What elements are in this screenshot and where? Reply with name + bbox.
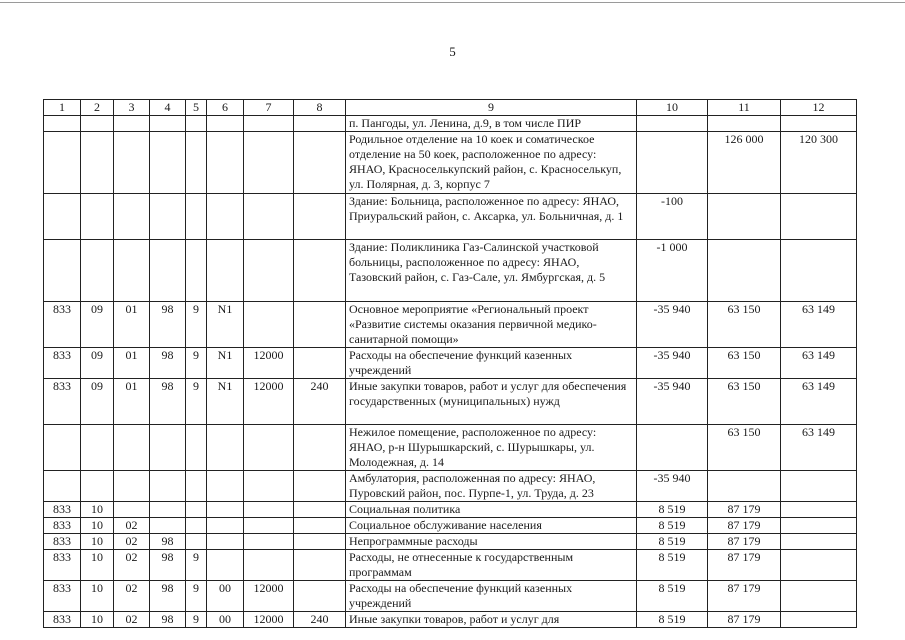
section-code-cell: 10 xyxy=(81,502,114,518)
expense-direction-code-cell xyxy=(244,425,294,471)
amount-col-12-cell: 63 149 xyxy=(781,348,857,379)
subsection-code-cell: 02 xyxy=(114,518,150,534)
expense-direction-code-cell: 12000 xyxy=(244,348,294,379)
expense-direction-code-cell xyxy=(244,302,294,348)
amount-col-10-cell: 8 519 xyxy=(637,502,708,518)
item-description-cell: Расходы на обеспечение функций казенных учреждений xyxy=(346,581,637,612)
expense-type-code-cell: 240 xyxy=(294,612,346,628)
column-header: 4 xyxy=(150,100,186,116)
subsection-code-cell: 02 xyxy=(114,581,150,612)
subprogram-code-cell xyxy=(186,502,207,518)
program-code-cell xyxy=(150,132,186,194)
measure-code-cell xyxy=(207,240,244,302)
subprogram-code-cell: 9 xyxy=(186,302,207,348)
expense-direction-code-cell: 12000 xyxy=(244,581,294,612)
subprogram-code-cell xyxy=(186,132,207,194)
section-code-cell xyxy=(81,194,114,240)
amount-col-11-cell xyxy=(708,194,781,240)
expense-direction-code-cell: 12000 xyxy=(244,612,294,628)
admin-code-cell xyxy=(44,132,81,194)
admin-code-cell: 833 xyxy=(44,550,81,581)
measure-code-cell xyxy=(207,502,244,518)
subprogram-code-cell xyxy=(186,471,207,502)
subprogram-code-cell xyxy=(186,116,207,132)
subsection-code-cell xyxy=(114,116,150,132)
measure-code-cell: 00 xyxy=(207,581,244,612)
expense-type-code-cell xyxy=(294,116,346,132)
column-header: 7 xyxy=(244,100,294,116)
item-description-cell: Здание: Поликлиника Газ-Салинской участковой больницы, расположенное по адресу: ЯНАО, Тазовский район, с. Газ-Сале, ул. Ямбургская, д. 5 xyxy=(346,240,637,302)
expense-type-code-cell xyxy=(294,534,346,550)
column-header: 9 xyxy=(346,100,637,116)
subprogram-code-cell: 9 xyxy=(186,550,207,581)
column-header: 10 xyxy=(637,100,708,116)
column-header: 6 xyxy=(207,100,244,116)
measure-code-cell xyxy=(207,116,244,132)
expense-type-code-cell xyxy=(294,518,346,534)
subsection-code-cell xyxy=(114,240,150,302)
item-description-cell: Родильное отделение на 10 коек и соматическое отделение на 50 коек, расположенное по адресу: ЯНАО, Красноселькупский район, с. Красноселькуп, ул. Полярная, д. 3, корпус 7 xyxy=(346,132,637,194)
amount-col-11-cell: 87 179 xyxy=(708,502,781,518)
subsection-code-cell: 01 xyxy=(114,379,150,425)
amount-col-10-cell: 8 519 xyxy=(637,534,708,550)
subsection-code-cell: 02 xyxy=(114,534,150,550)
item-description-cell: Иные закупки товаров, работ и услуг для xyxy=(346,612,637,628)
expense-direction-code-cell xyxy=(244,550,294,581)
expense-type-code-cell xyxy=(294,132,346,194)
amount-col-12-cell xyxy=(781,116,857,132)
subprogram-code-cell xyxy=(186,425,207,471)
amount-col-12-cell: 63 149 xyxy=(781,379,857,425)
expense-direction-code-cell xyxy=(244,502,294,518)
amount-col-11-cell: 87 179 xyxy=(708,581,781,612)
subsection-code-cell xyxy=(114,132,150,194)
amount-col-10-cell: -35 940 xyxy=(637,302,708,348)
amount-col-12-cell xyxy=(781,612,857,628)
admin-code-cell xyxy=(44,194,81,240)
table-row xyxy=(44,518,857,534)
column-header: 2 xyxy=(81,100,114,116)
measure-code-cell: 00 xyxy=(207,612,244,628)
amount-col-10-cell: 8 519 xyxy=(637,550,708,581)
item-description-cell: п. Пангоды, ул. Ленина, д.9, в том числе ПИР xyxy=(346,116,637,132)
table-row xyxy=(44,425,857,471)
expense-direction-code-cell xyxy=(244,518,294,534)
section-code-cell: 10 xyxy=(81,550,114,581)
amount-col-12-cell xyxy=(781,518,857,534)
measure-code-cell xyxy=(207,534,244,550)
amount-col-11-cell: 63 150 xyxy=(708,379,781,425)
amount-col-11-cell: 63 150 xyxy=(708,425,781,471)
amount-col-12-cell xyxy=(781,240,857,302)
subsection-code-cell: 02 xyxy=(114,612,150,628)
expense-direction-code-cell xyxy=(244,471,294,502)
program-code-cell: 98 xyxy=(150,581,186,612)
amount-col-12-cell xyxy=(781,550,857,581)
amount-col-12-cell: 63 149 xyxy=(781,302,857,348)
scan-edge-line xyxy=(0,2,905,3)
table-row xyxy=(44,348,857,379)
section-code-cell: 09 xyxy=(81,379,114,425)
amount-col-12-cell: 63 149 xyxy=(781,425,857,471)
measure-code-cell xyxy=(207,194,244,240)
table-row xyxy=(44,116,857,132)
amount-col-10-cell: -35 940 xyxy=(637,471,708,502)
program-code-cell xyxy=(150,471,186,502)
table-row xyxy=(44,612,857,628)
measure-code-cell xyxy=(207,550,244,581)
admin-code-cell: 833 xyxy=(44,502,81,518)
amount-col-10-cell: -100 xyxy=(637,194,708,240)
program-code-cell: 98 xyxy=(150,550,186,581)
item-description-cell: Расходы, не отнесенные к государственным программам xyxy=(346,550,637,581)
program-code-cell: 98 xyxy=(150,302,186,348)
admin-code-cell: 833 xyxy=(44,612,81,628)
item-description-cell: Иные закупки товаров, работ и услуг для обеспечения государственных (муниципальных) нужд xyxy=(346,379,637,425)
program-code-cell: 98 xyxy=(150,534,186,550)
program-code-cell xyxy=(150,194,186,240)
column-header: 12 xyxy=(781,100,857,116)
page-number: 5 xyxy=(449,44,456,59)
section-code-cell xyxy=(81,425,114,471)
expense-type-code-cell xyxy=(294,425,346,471)
amount-col-12-cell xyxy=(781,502,857,518)
amount-col-10-cell: -35 940 xyxy=(637,348,708,379)
admin-code-cell: 833 xyxy=(44,348,81,379)
expense-type-code-cell xyxy=(294,581,346,612)
subprogram-code-cell xyxy=(186,518,207,534)
subprogram-code-cell: 9 xyxy=(186,612,207,628)
amount-col-10-cell: -35 940 xyxy=(637,379,708,425)
amount-col-11-cell: 87 179 xyxy=(708,612,781,628)
table-row xyxy=(44,502,857,518)
amount-col-11-cell: 126 000 xyxy=(708,132,781,194)
section-code-cell xyxy=(81,132,114,194)
section-code-cell: 10 xyxy=(81,581,114,612)
amount-col-12-cell xyxy=(781,581,857,612)
amount-col-11-cell: 63 150 xyxy=(708,302,781,348)
measure-code-cell: N1 xyxy=(207,302,244,348)
program-code-cell xyxy=(150,116,186,132)
subsection-code-cell: 02 xyxy=(114,550,150,581)
admin-code-cell xyxy=(44,471,81,502)
amount-col-12-cell: 120 300 xyxy=(781,132,857,194)
column-header: 11 xyxy=(708,100,781,116)
admin-code-cell xyxy=(44,116,81,132)
program-code-cell xyxy=(150,518,186,534)
subprogram-code-cell: 9 xyxy=(186,348,207,379)
measure-code-cell xyxy=(207,425,244,471)
expense-direction-code-cell xyxy=(244,132,294,194)
amount-col-10-cell: -1 000 xyxy=(637,240,708,302)
column-header: 8 xyxy=(294,100,346,116)
expense-type-code-cell xyxy=(294,194,346,240)
measure-code-cell xyxy=(207,132,244,194)
amount-col-11-cell xyxy=(708,116,781,132)
expense-direction-code-cell xyxy=(244,194,294,240)
table-row xyxy=(44,302,857,348)
amount-col-11-cell xyxy=(708,471,781,502)
measure-code-cell: N1 xyxy=(207,379,244,425)
item-description-cell: Социальная политика xyxy=(346,502,637,518)
section-code-cell: 09 xyxy=(81,302,114,348)
column-header: 3 xyxy=(114,100,150,116)
measure-code-cell: N1 xyxy=(207,348,244,379)
section-code-cell: 10 xyxy=(81,612,114,628)
amount-col-11-cell: 63 150 xyxy=(708,348,781,379)
table-row xyxy=(44,194,857,240)
measure-code-cell xyxy=(207,518,244,534)
amount-col-10-cell: 8 519 xyxy=(637,518,708,534)
subsection-code-cell: 01 xyxy=(114,348,150,379)
item-description-cell: Нежилое помещение, расположенное по адресу: ЯНАО, р-н Шурышкарский, с. Шурышкары, ул. Молодежная, д. 14 xyxy=(346,425,637,471)
table-row xyxy=(44,471,857,502)
subprogram-code-cell: 9 xyxy=(186,581,207,612)
expense-type-code-cell xyxy=(294,240,346,302)
admin-code-cell xyxy=(44,425,81,471)
item-description-cell: Расходы на обеспечение функций казенных учреждений xyxy=(346,348,637,379)
amount-col-11-cell: 87 179 xyxy=(708,518,781,534)
amount-col-12-cell xyxy=(781,471,857,502)
expense-direction-code-cell: 12000 xyxy=(244,379,294,425)
admin-code-cell: 833 xyxy=(44,302,81,348)
expense-type-code-cell xyxy=(294,550,346,581)
section-code-cell xyxy=(81,116,114,132)
amount-col-10-cell xyxy=(637,425,708,471)
subsection-code-cell xyxy=(114,425,150,471)
subsection-code-cell xyxy=(114,471,150,502)
table-row xyxy=(44,132,857,194)
expense-direction-code-cell xyxy=(244,240,294,302)
table-row xyxy=(44,240,857,302)
item-description-cell: Непрограммные расходы xyxy=(346,534,637,550)
amount-col-11-cell: 87 179 xyxy=(708,550,781,581)
program-code-cell: 98 xyxy=(150,612,186,628)
expense-type-code-cell xyxy=(294,471,346,502)
subprogram-code-cell xyxy=(186,194,207,240)
table-row xyxy=(44,379,857,425)
column-number-row xyxy=(44,100,857,116)
item-description-cell: Социальное обслуживание населения xyxy=(346,518,637,534)
section-code-cell xyxy=(81,240,114,302)
amount-col-10-cell xyxy=(637,132,708,194)
subprogram-code-cell xyxy=(186,240,207,302)
program-code-cell xyxy=(150,240,186,302)
expense-type-code-cell xyxy=(294,502,346,518)
program-code-cell: 98 xyxy=(150,348,186,379)
subprogram-code-cell: 9 xyxy=(186,379,207,425)
column-header: 5 xyxy=(186,100,207,116)
measure-code-cell xyxy=(207,471,244,502)
table-row xyxy=(44,581,857,612)
subsection-code-cell xyxy=(114,502,150,518)
admin-code-cell xyxy=(44,240,81,302)
amount-col-12-cell xyxy=(781,194,857,240)
expense-direction-code-cell xyxy=(244,116,294,132)
amount-col-10-cell xyxy=(637,116,708,132)
program-code-cell xyxy=(150,502,186,518)
expense-type-code-cell xyxy=(294,348,346,379)
column-header: 1 xyxy=(44,100,81,116)
amount-col-10-cell: 8 519 xyxy=(637,612,708,628)
section-code-cell xyxy=(81,471,114,502)
amount-col-11-cell xyxy=(708,240,781,302)
admin-code-cell: 833 xyxy=(44,518,81,534)
item-description-cell: Амбулатория, расположенная по адресу: ЯНАО, Пуровский район, пос. Пурпе-1, ул. Труда, д. 23 xyxy=(346,471,637,502)
program-code-cell xyxy=(150,425,186,471)
table-row xyxy=(44,534,857,550)
item-description-cell: Здание: Больница, расположенное по адресу: ЯНАО, Приуральский район, с. Аксарка, ул. Больничная, д. 1 xyxy=(346,194,637,240)
amount-col-12-cell xyxy=(781,534,857,550)
budget-table xyxy=(43,99,857,628)
admin-code-cell: 833 xyxy=(44,379,81,425)
expense-direction-code-cell xyxy=(244,534,294,550)
table-row xyxy=(44,550,857,581)
section-code-cell: 10 xyxy=(81,534,114,550)
section-code-cell: 10 xyxy=(81,518,114,534)
admin-code-cell: 833 xyxy=(44,534,81,550)
subsection-code-cell xyxy=(114,194,150,240)
section-code-cell: 09 xyxy=(81,348,114,379)
expense-type-code-cell xyxy=(294,302,346,348)
amount-col-10-cell: 8 519 xyxy=(637,581,708,612)
subprogram-code-cell xyxy=(186,534,207,550)
expense-type-code-cell: 240 xyxy=(294,379,346,425)
admin-code-cell: 833 xyxy=(44,581,81,612)
program-code-cell: 98 xyxy=(150,379,186,425)
subsection-code-cell: 01 xyxy=(114,302,150,348)
amount-col-11-cell: 87 179 xyxy=(708,534,781,550)
item-description-cell: Основное мероприятие «Региональный проект «Развитие системы оказания первичной медико-санитарной помощи» xyxy=(346,302,637,348)
